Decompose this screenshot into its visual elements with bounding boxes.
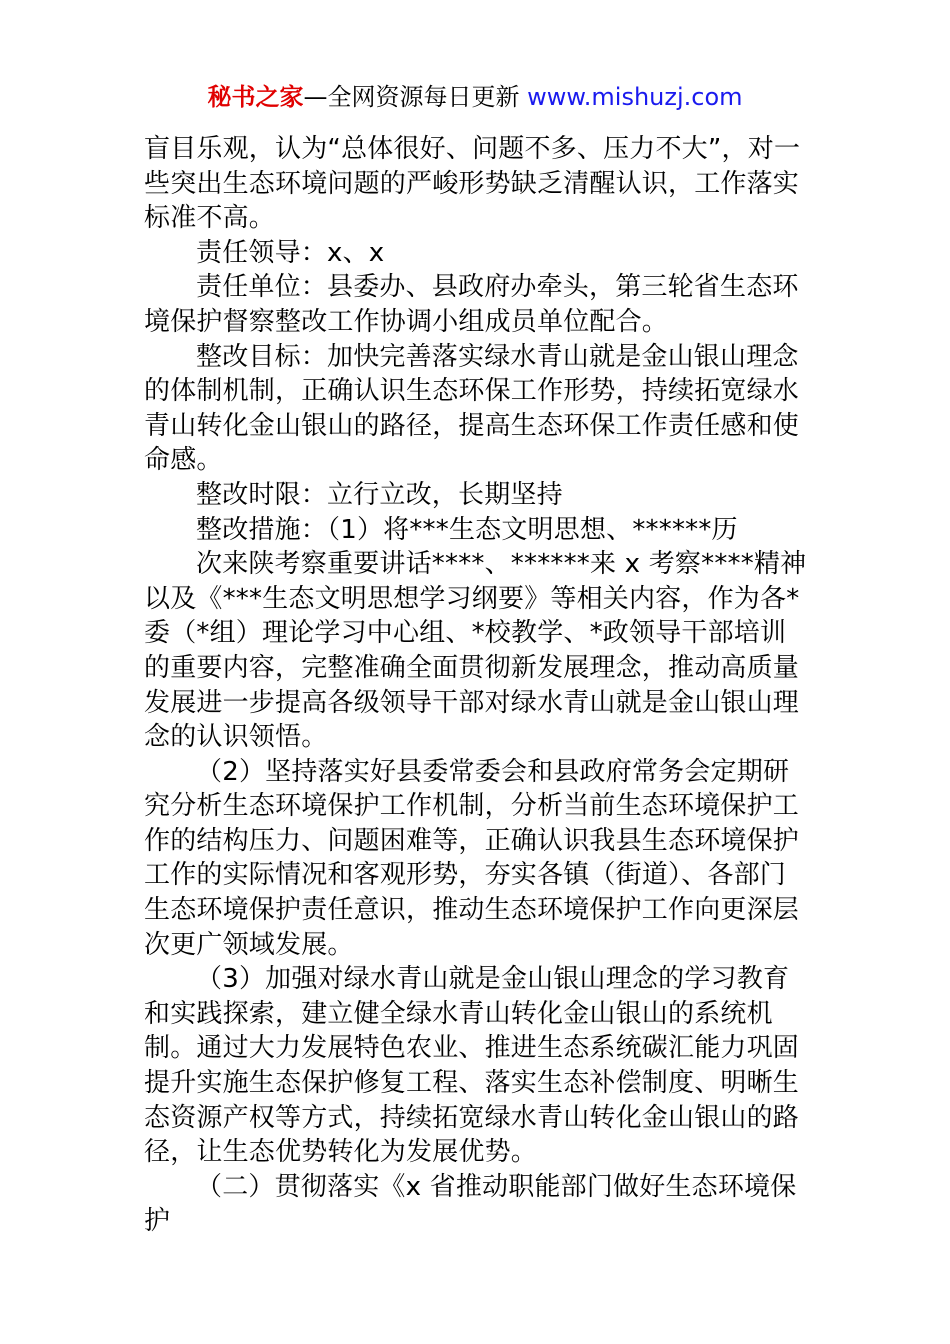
rectification-goal: 整改目标：加快完善落实绿水青山就是金山银山理念的体制机制，正确认识生态环保工作形势，持续拓宽绿水青山转化金山银山的路径，提高生态环保工作责任感和使命感。 xyxy=(144,341,800,476)
section-2-heading: （二）贯彻落实《x 省推动职能部门做好生态环境保护 xyxy=(144,1171,797,1237)
rectification-measures: 整改措施：（1）将***生态文明思想、******历 xyxy=(196,514,738,545)
measure-3: （3）加强对绿水青山就是金山银山理念的学习教育和实践探索，建立健全绿水青山转化金山银山的系统机制。通过大力发展特色农业、推进生态系统碳汇能力巩固提升实施生态保护修复工程、落实生态补偿制度、明晰生态资源产权等方式，持续拓宽绿水青山转化金山银山的路径，让生态优势转化为发展优势。 xyxy=(144,964,800,1168)
header-tagline: —全网资源每日更新 xyxy=(303,83,528,111)
rectification-deadline: 整改时限：立行立改，长期坚持 xyxy=(196,479,563,510)
measure-2: （2）坚持落实好县委常委会和县政府常务会定期研究分析生态环境保护工作机制，分析当前生态环境保护工作的结构压力、问题困难等，正确认识我县生态环境保护工作的实际情况和客观形势，夯实各镇（街道）、各部门生态环境保护责任意识，推动生态环境保护工作向更深层次更广领域发展。 xyxy=(144,756,800,960)
paragraph-continuation: 盲目乐观，认为“总体很好、问题不多、压力不大”，对一些突出生态环境问题的严峻形势缺乏清醒认识，工作落实标准不高。 xyxy=(144,134,801,234)
brand-name: 秘书之家 xyxy=(207,83,304,111)
responsible-leader: 责任领导：x、x xyxy=(196,237,385,268)
site-header xyxy=(0,80,950,114)
document-body xyxy=(144,132,808,1239)
site-url-link[interactable]: www.mishuzj.com xyxy=(527,83,743,111)
measure-1-detail: 次来陕考察重要讲话****、******来 x 考察****精神以及《***生态文明思想学习纲要》等相关内容，作为各*委（*组）理论学习中心组、*校教学、*政领导干部培训的重要内容，完整准确全面贯彻新发展理念，推动高质量发展进一步提高各级领导干部对绿水青山就是金山银山理念的认识领悟。 xyxy=(144,549,807,753)
responsible-unit: 责任单位：县委办、县政府办牵头，第三轮省生态环境保护督察整改工作协调小组成员单位配合。 xyxy=(144,272,799,337)
